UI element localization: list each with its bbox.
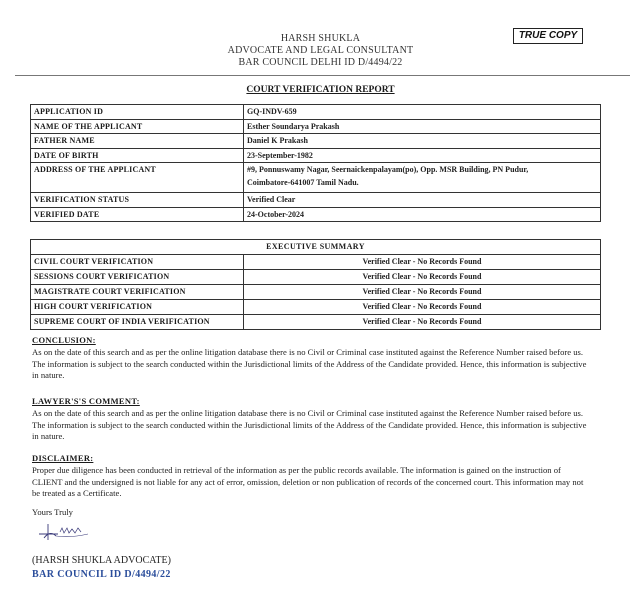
info-label: VERIFICATION STATUS [31, 193, 244, 208]
info-label: ADDRESS OF THE APPLICANT [31, 163, 244, 193]
summary-value: Verified Clear - No Records Found [244, 270, 601, 285]
table-row [31, 270, 601, 285]
table-row [31, 134, 601, 149]
summary-label: MAGISTRATE COURT VERIFICATION [31, 285, 244, 300]
info-value: GQ-INDV-659 [244, 105, 601, 120]
table-row [31, 119, 601, 134]
summary-label: HIGH COURT VERIFICATION [31, 300, 244, 315]
summary-value: Verified Clear - No Records Found [244, 315, 601, 330]
summary-label: CIVIL COURT VERIFICATION [31, 255, 244, 270]
disclaimer-title: DISCLAIMER: [32, 453, 94, 463]
table-row [31, 255, 601, 270]
info-label: FATHER NAME [31, 134, 244, 149]
letterhead-role: ADVOCATE AND LEGAL CONSULTANT [227, 45, 414, 56]
summary-heading: EXECUTIVE SUMMARY [31, 240, 601, 255]
info-value: Daniel K Prakash [244, 134, 601, 149]
executive-summary-table [30, 239, 601, 330]
info-value: 24-October-2024 [244, 207, 601, 222]
signoff-name: (HARSH SHUKLA ADVOCATE) [32, 555, 171, 566]
lawyers-comment-text: As on the date of this search and as per the online litigation database there is no Civil or Criminal case instituted against the Reference Number raised before us. The information is subject to the search conducted within the Jurisdictional limits of the Address of the Candidate provided. Hence, this information is subjective in nature. [32, 408, 587, 441]
summary-label: SUPREME COURT OF INDIA VERIFICATION [31, 315, 244, 330]
address-line-1: #9, Ponnuswamy Nagar, Seernaickenpalayam(po), Opp. MSR Building, PN Pudur, [247, 165, 529, 174]
info-value [244, 163, 601, 193]
signoff-council-id: BAR COUNCIL ID D/4494/22 [32, 569, 171, 580]
info-value: Esther Soundarya Prakash [244, 119, 601, 134]
table-row [31, 285, 601, 300]
signature [36, 520, 96, 542]
disclaimer-text: Proper due diligence has been conducted in retrieval of the information as per the public records available. The information is gained on the instruction of CLIENT and the undersigned is not liable for any act of error, omission, deletion or non publication of records of the concerned court. This information may not be treated as a Certificate. [32, 465, 584, 498]
info-label: VERIFIED DATE [31, 207, 244, 222]
summary-value: Verified Clear - No Records Found [244, 255, 601, 270]
table-row [31, 163, 601, 193]
info-label: NAME OF THE APPLICANT [31, 119, 244, 134]
info-value: 23-September-1982 [244, 148, 601, 163]
report-title: COURT VERIFICATION REPORT [246, 85, 395, 95]
table-row [31, 315, 601, 330]
table-row [31, 193, 601, 208]
table-row [31, 105, 601, 120]
conclusion-text: As on the date of this search and as per the online litigation database there is no Civil or Criminal case instituted against the Reference Number raised before us. The information is subject to the search conducted within the Jurisdictional limits of the Address of the Candidate provided. Hence, this information is subjective in nature. [32, 347, 587, 380]
header-divider [15, 75, 630, 76]
letterhead-council: BAR COUNCIL DELHI ID D/4494/22 [238, 57, 403, 68]
info-value: Verified Clear [244, 193, 601, 208]
summary-value: Verified Clear - No Records Found [244, 300, 601, 315]
summary-label: SESSIONS COURT VERIFICATION [31, 270, 244, 285]
table-row [31, 207, 601, 222]
lawyers-comment-title: LAWYER'S'S COMMENT: [32, 396, 140, 406]
info-label: APPLICATION ID [31, 105, 244, 120]
table-header-row [31, 240, 601, 255]
letterhead-name: HARSH SHUKLA [280, 33, 361, 44]
summary-value: Verified Clear - No Records Found [244, 285, 601, 300]
table-row [31, 148, 601, 163]
table-row [31, 300, 601, 315]
address-line-2: Coimbatore-641007 Tamil Nadu. [247, 178, 359, 187]
applicant-info-table [30, 104, 601, 222]
info-label: DATE OF BIRTH [31, 148, 244, 163]
closing-text: Yours Truly [32, 507, 73, 517]
conclusion-title: CONCLUSION: [32, 335, 96, 345]
true-copy-stamp: TRUE COPY [513, 28, 583, 44]
